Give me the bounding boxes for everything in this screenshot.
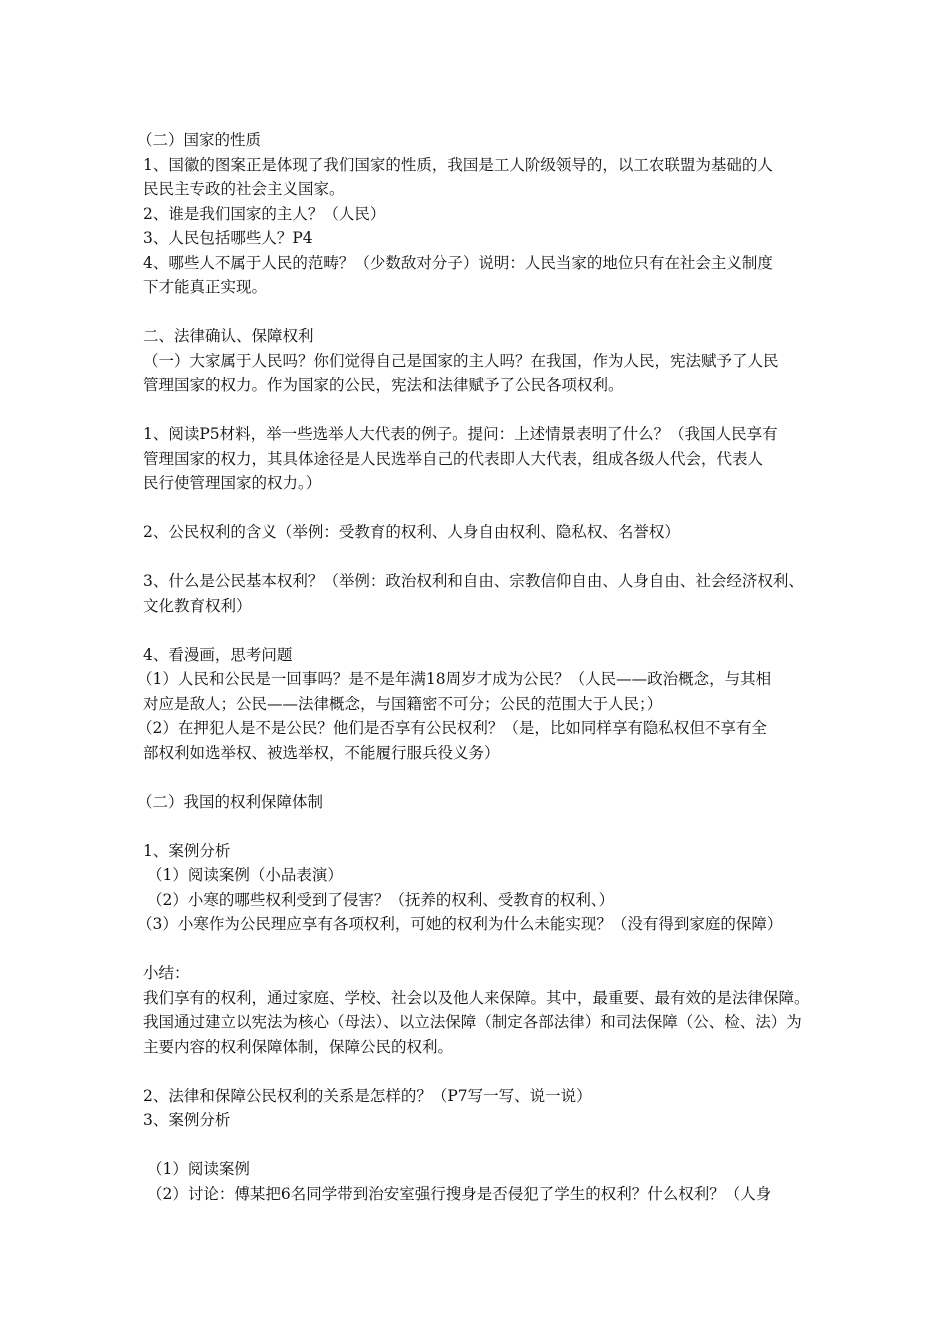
blank-line — [143, 618, 823, 643]
section-nature-of-state — [137, 128, 823, 300]
text-line: （2）小寒的哪些权利受到了侵害？（抚养的权利、受教育的权利、） — [147, 890, 615, 909]
text-line: 小结： — [143, 964, 190, 982]
heading-nature-of-state: （二）国家的性质 — [137, 131, 262, 149]
blank-line — [143, 300, 823, 325]
text-line: 民行使管理国家的权力。） — [143, 474, 322, 492]
text-line: 4、看漫画，思考问题 — [143, 645, 293, 664]
blank-line — [143, 1133, 823, 1158]
paragraph-comic-questions — [137, 643, 823, 766]
text-line: 我国通过建立以宪法为核心（母法）、以立法保障（制定各部法律）和司法保障（公、检、法）为 — [143, 1013, 802, 1031]
paragraph-citizen-rights-meaning — [143, 520, 823, 545]
text-line: （2）讨论：傅某把6名同学带到治安室强行搜身是否侵犯了学生的权利？什么权利？（人身 — [147, 1184, 772, 1203]
text-line: 下才能真正实现。 — [143, 278, 268, 296]
text-line: （2）在押犯人是不是公民？他们是否享有公民权利？（是，比如同样享有隐私权但不享有全 — [137, 719, 767, 737]
blank-line — [143, 496, 823, 521]
text-line: （1）人民和公民是一回事吗？是不是年满18周岁才成为公民？（人民——政治概念，与其相 — [137, 670, 772, 688]
text-line: 文化教育权利） — [143, 596, 252, 615]
paragraph-summary — [143, 961, 823, 1059]
heading-law-rights: 二、法律确认、保障权利 — [143, 327, 314, 345]
text-line: （1）阅读案例 — [147, 1160, 250, 1178]
text-line: 管理国家的权力。作为国家的公民，宪法和法律赋予了公民各项权利。 — [143, 376, 624, 394]
text-line: （3）小寒作为公民理应享有各项权利，可她的权利为什么未能实现？（没有得到家庭的保障） — [137, 915, 783, 933]
text-line: （1）阅读案例（小品表演） — [147, 866, 343, 884]
paragraph-case-analysis-3 — [143, 1157, 823, 1206]
blank-line — [143, 937, 823, 962]
text-line: 4、哪些人不属于人民的范畴？（少数敌对分子）说明：人民当家的地位只有在社会主义制度 — [143, 253, 773, 272]
blank-line — [143, 765, 823, 790]
paragraph-basic-rights — [143, 569, 823, 618]
text-line: 2、公民权利的含义（举例：受教育的权利、人身自由权利、隐私权、名誉权） — [143, 523, 680, 541]
blank-line — [143, 545, 823, 570]
text-line: 主要内容的权利保障体制，保障公民的权利。 — [143, 1037, 454, 1056]
heading-rights-protection-system: （二）我国的权利保障体制 — [137, 792, 324, 811]
text-line: 部权利如选举权、被选举权，不能履行服兵役义务） — [143, 743, 500, 762]
text-line: 对应是敌人；公民——法律概念，与国籍密不可分；公民的范围大于人民；） — [143, 694, 663, 713]
text-line: 民民主专政的社会主义国家。 — [143, 180, 345, 198]
paragraph-law-and-rights — [143, 1084, 823, 1133]
blank-line — [143, 1059, 823, 1084]
section-rights-protection-system — [137, 790, 823, 815]
text-line: 1、国徽的图案正是体现了我们国家的性质，我国是工人阶级领导的，以工农联盟为基础的人 — [143, 155, 773, 174]
text-line: （一）大家属于人民吗？你们觉得自己是国家的主人吗？在我国，作为人民，宪法赋予了人民 — [143, 351, 779, 370]
text-line: 3、案例分析 — [143, 1111, 231, 1129]
text-line: 1、阅读P5材料，举一些选举人大代表的例子。提问：上述情景表明了什么？（我国人民享有 — [143, 425, 778, 443]
text-line: 1、案例分析 — [143, 841, 231, 860]
text-line: 管理国家的权力，其具体途径是人民选举自己的代表即人大代表，组成各级人代会，代表人 — [143, 449, 764, 468]
text-line: 我们享有的权利，通过家庭、学校、社会以及他人来保障。其中，最重要、最有效的是法律保障。 — [143, 988, 810, 1007]
text-line: 2、法律和保障公民权利的关系是怎样的？（P7写一写、说一说） — [143, 1086, 592, 1105]
section-law-rights — [143, 324, 823, 398]
paragraph-p5-reading — [143, 422, 823, 496]
blank-line — [143, 398, 823, 423]
blank-line — [143, 814, 823, 839]
document-body — [137, 128, 823, 1206]
text-line: 3、人民包括哪些人？P4 — [143, 229, 313, 247]
text-line: 3、什么是公民基本权利？（举例：政治权利和自由、宗教信仰自由、人身自由、社会经济权利、 — [143, 572, 804, 590]
paragraph-case-analysis-1 — [137, 839, 823, 937]
text-line: 2、谁是我们国家的主人？（人民） — [143, 204, 386, 223]
